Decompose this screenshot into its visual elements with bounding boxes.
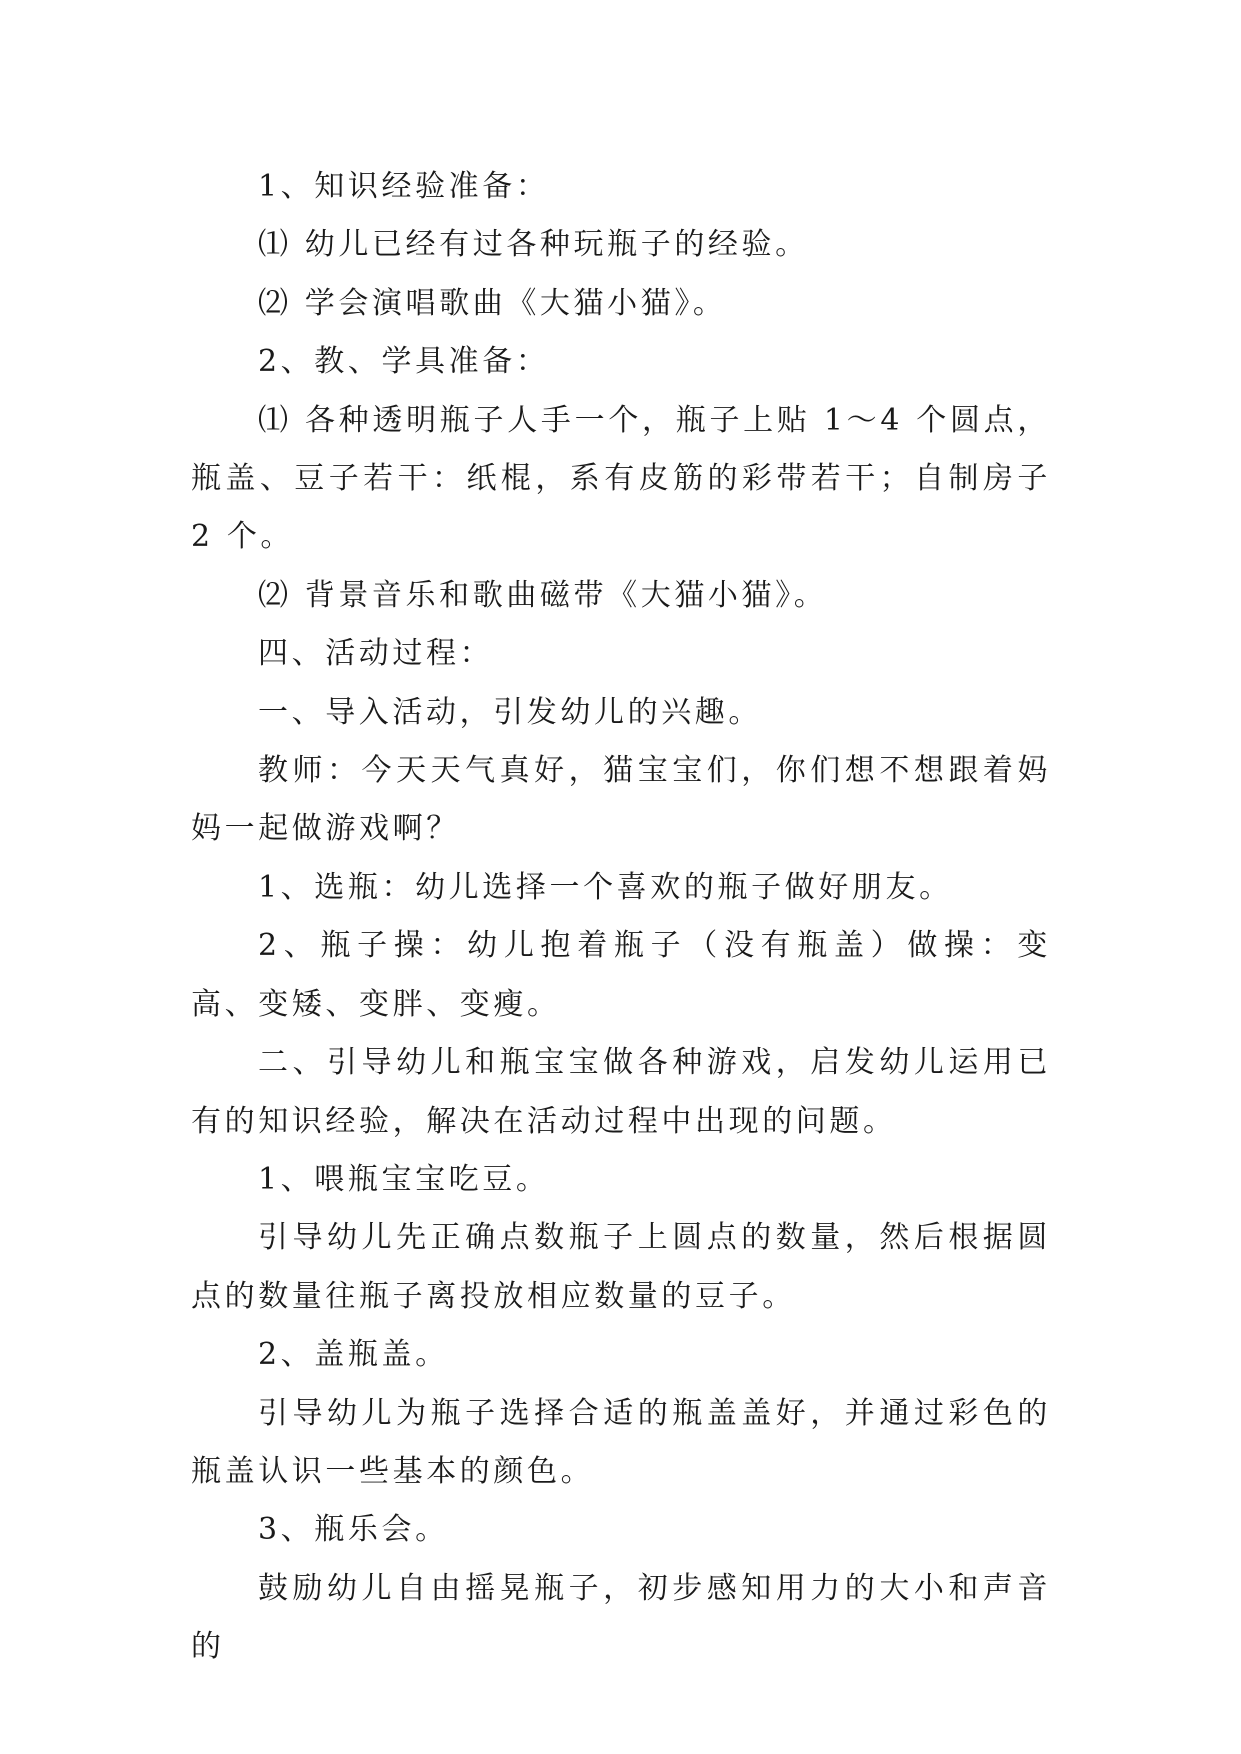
- paragraph: 1、知识经验准备：: [258, 169, 550, 204]
- paragraph: ⑴ 各种透明瓶子人手一个，瓶子上贴 1～4 个圆点，瓶盖、豆子若干：纸棍，系有皮筋的彩带若干；自制房子 2 个。: [191, 402, 1051, 555]
- paragraph: 四、活动过程：: [258, 636, 494, 672]
- paragraph: ⑵ 学会演唱歌曲《大猫小猫》。: [258, 285, 727, 321]
- paragraph: 引导幼儿为瓶子选择合适的瓶盖盖好，并通过彩色的瓶盖认识一些基本的颜色。: [191, 1395, 1051, 1489]
- document-body: [191, 158, 1051, 1677]
- paragraph: 3、瓶乐会。: [258, 1512, 449, 1548]
- paragraph: 鼓励幼儿自由摇晃瓶子，初步感知用力的大小和声音的: [191, 1570, 1051, 1665]
- paragraph: 2、瓶子操：幼儿抱着瓶子（没有瓶盖）做操：变高、变矮、变胖、变瘦。: [191, 928, 1051, 1022]
- paragraph: 引导幼儿先正确点数瓶子上圆点的数量，然后根据圆点的数量往瓶子离投放相应数量的豆子。: [191, 1220, 1051, 1314]
- paragraph: 一、导入活动，引发幼儿的兴趣。: [258, 694, 762, 730]
- paragraph: ⑵ 背景音乐和歌曲磁带《大猫小猫》。: [258, 577, 828, 613]
- paragraph: 1、选瓶：幼儿选择一个喜欢的瓶子做好朋友。: [258, 869, 953, 905]
- paragraph: ⑴ 幼儿已经有过各种玩瓶子的经验。: [258, 227, 809, 263]
- paragraph: 1、喂瓶宝宝吃豆。: [258, 1161, 550, 1197]
- paragraph: 2、教、学具准备：: [258, 344, 550, 380]
- paragraph: 教师：今天天气真好，猫宝宝们，你们想不想跟着妈妈一起做游戏啊？: [191, 753, 1051, 847]
- paragraph: 2、盖瓶盖。: [258, 1337, 449, 1373]
- paragraph: 二、引导幼儿和瓶宝宝做各种游戏，启发幼儿运用已有的知识经验，解决在活动过程中出现的问题。: [191, 1045, 1051, 1139]
